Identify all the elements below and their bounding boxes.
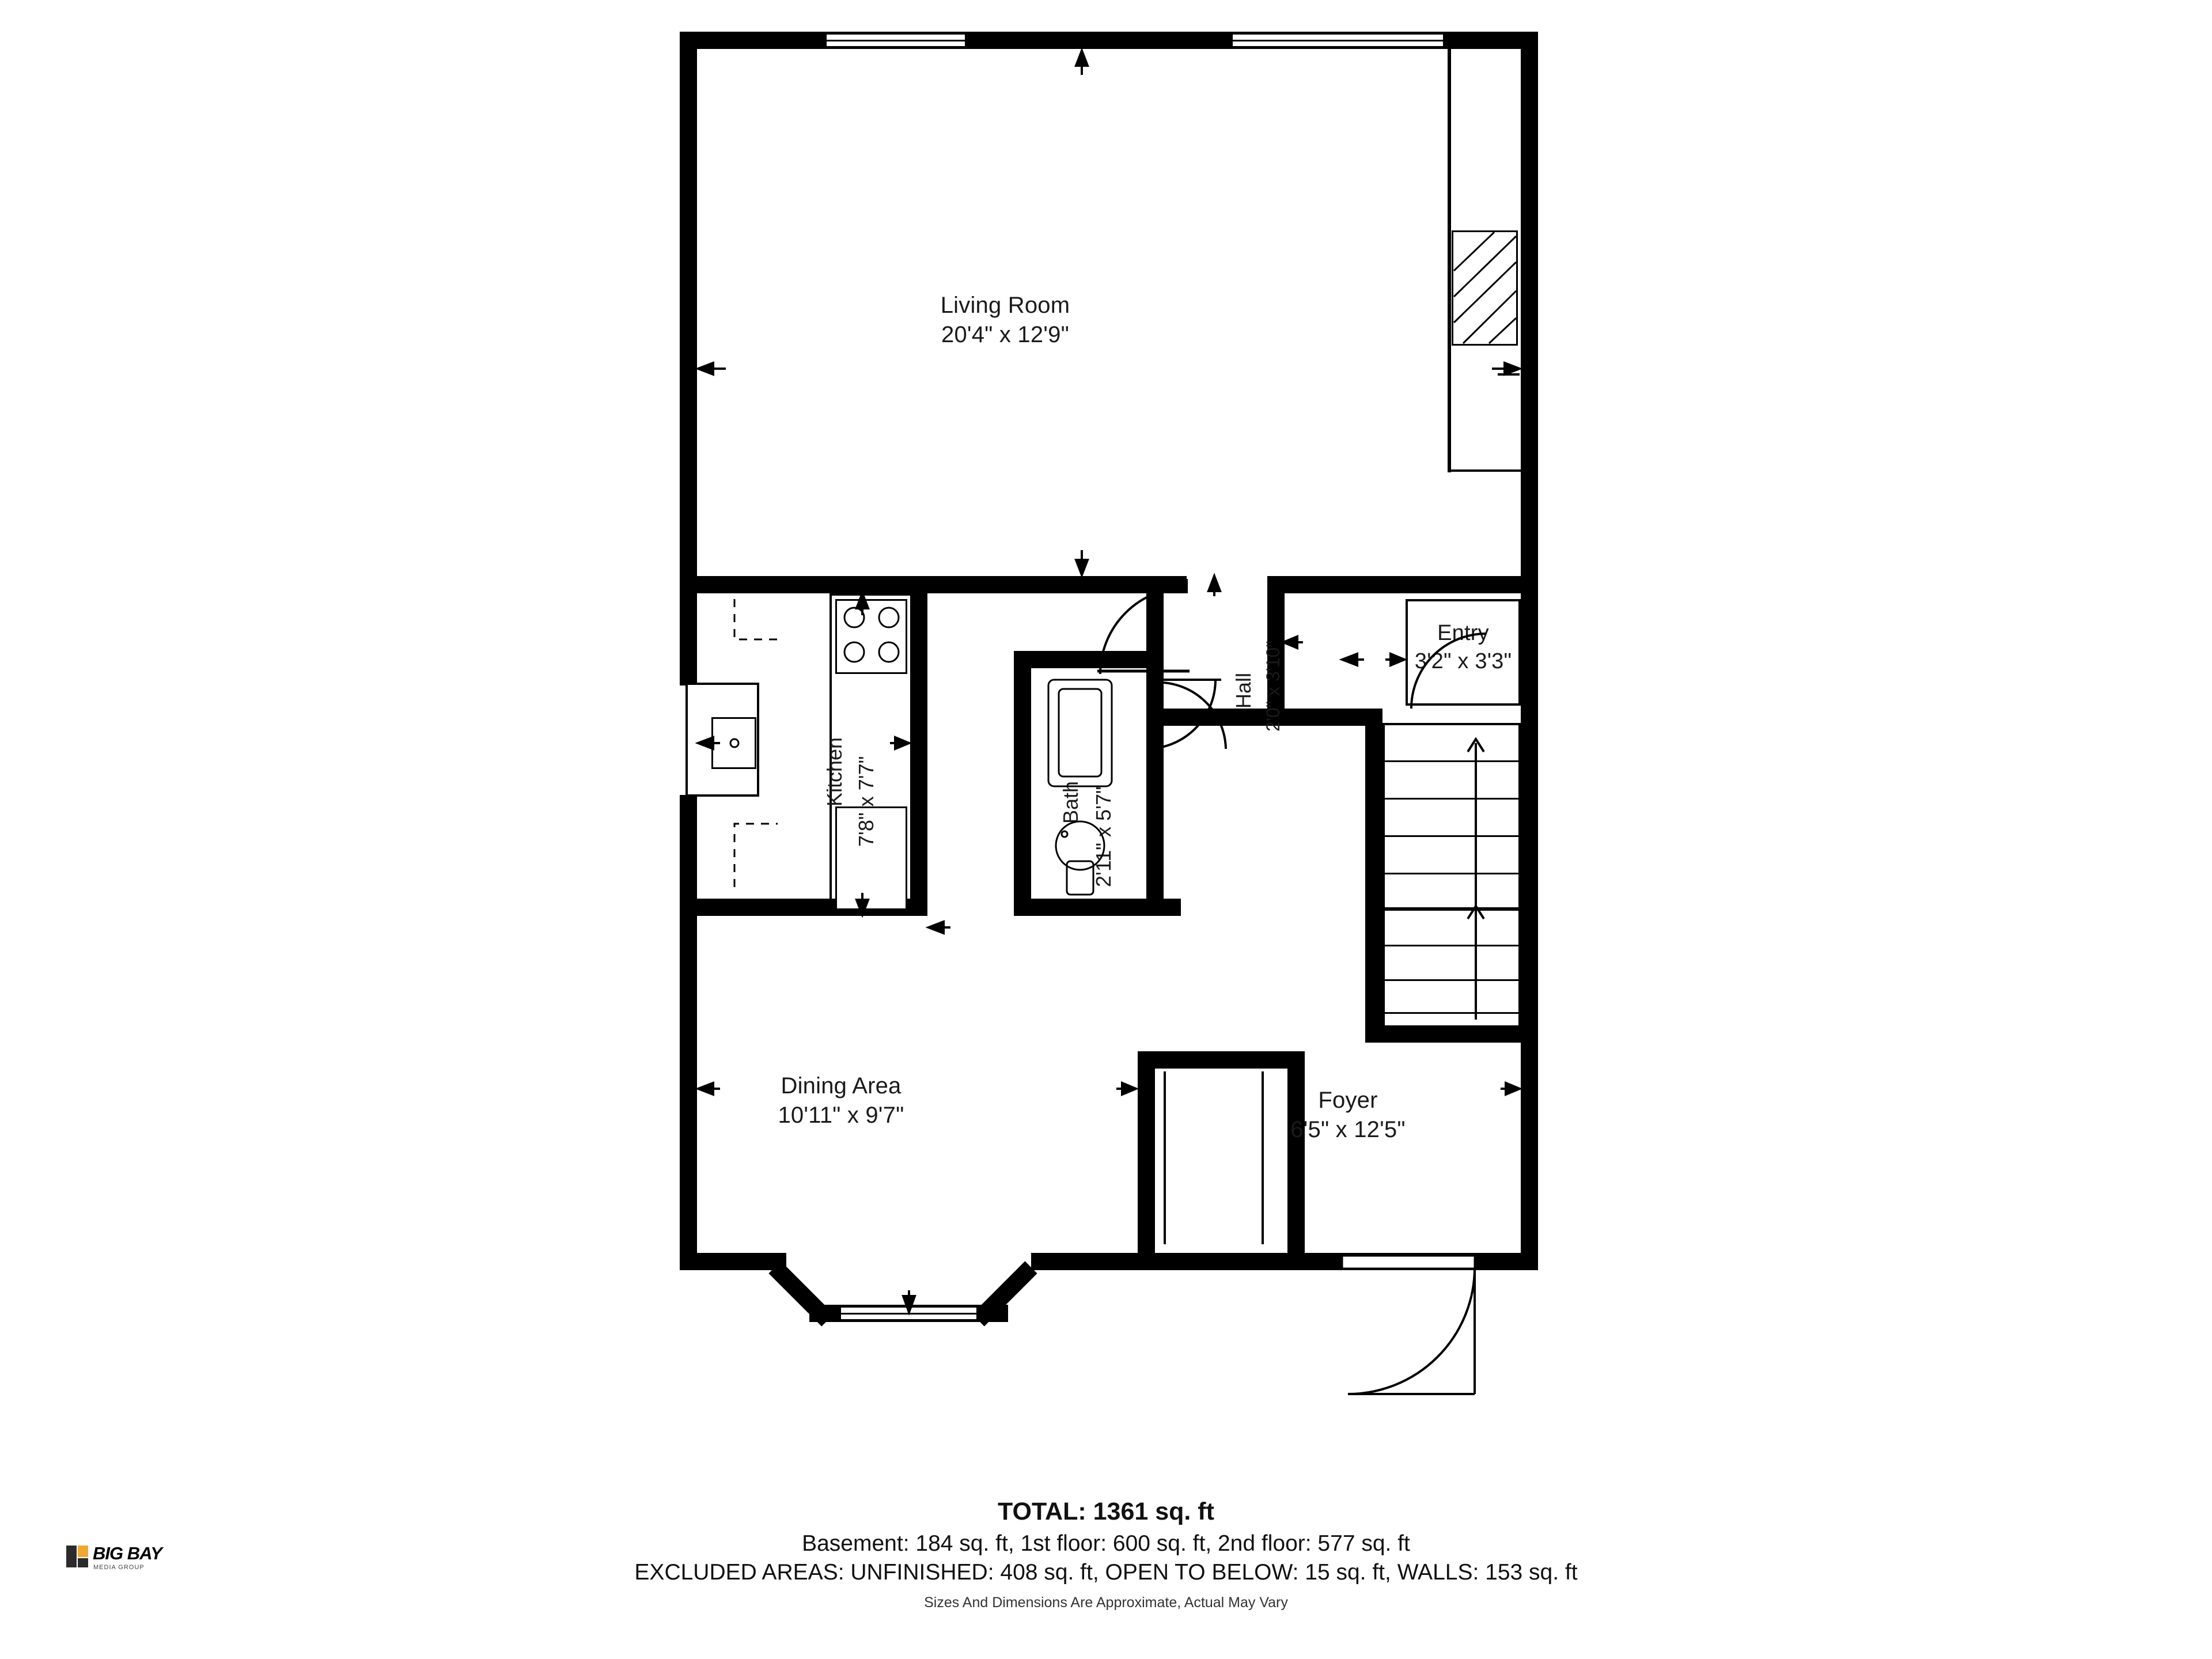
interior-wall-living-bottom-left — [680, 576, 910, 593]
room-label-living-room — [824, 291, 1187, 350]
room-name-kitchen: Kitchen — [823, 737, 846, 806]
stair-step-1 — [1385, 760, 1518, 762]
room-name-dining-area: Dining Area — [781, 1073, 902, 1099]
room-dims-bath: 2'11" x 5'7" — [1092, 786, 1115, 887]
room-dims-living-room: 20'4" x 12'9" — [941, 322, 1069, 348]
room-name-bath: Bath — [1059, 781, 1082, 824]
stair-step-2 — [1385, 798, 1518, 800]
bath-right-wall — [1146, 651, 1164, 916]
room-dims-hall: 2'0" x 3'10" — [1263, 641, 1283, 732]
room-name-hall: Hall — [1232, 672, 1255, 709]
disclaimer-text: Sizes And Dimensions Are Approximate, Actual May Vary — [924, 1594, 1288, 1611]
kitchen-counter-top-edge — [830, 593, 912, 596]
interior-wall-living-bottom-right — [1267, 576, 1538, 593]
stove-outline — [835, 599, 907, 674]
room-dims-foyer: 6'5" x 12'5" — [1290, 1117, 1406, 1143]
summary-footer — [0, 1498, 2212, 1611]
bath-left-wall — [1014, 651, 1031, 916]
room-name-living-room: Living Room — [940, 293, 1070, 318]
foyer-stair-wall — [1365, 723, 1385, 1043]
bath-hall-divider — [1146, 576, 1164, 668]
interior-wall-living-bottom-mid — [910, 576, 1187, 593]
room-dims-kitchen: 7'8" x 7'7" — [854, 756, 878, 847]
room-label-foyer — [1218, 1086, 1478, 1145]
bay-window-line — [841, 1313, 976, 1315]
stair-step-7 — [1385, 1012, 1518, 1014]
room-dims-dining-area: 10'11" x 9'7" — [778, 1103, 904, 1128]
area-breakdown-text: Basement: 184 sq. ft, 1st floor: 600 sq. ft, 2nd floor: 577 sq. ft — [802, 1531, 1410, 1556]
exterior-wall-bottom-left — [680, 1253, 786, 1270]
dining-foyer-wall-right — [1287, 1051, 1305, 1270]
stair-step-5 — [1385, 945, 1518, 946]
bath-top-wall — [1014, 651, 1164, 668]
foyer-stair-wall-bottom — [1365, 1025, 1521, 1043]
brand-logo — [66, 1541, 181, 1577]
logo-mark-icon — [66, 1546, 88, 1567]
stair-step-6 — [1385, 979, 1518, 981]
chimney-hatch-box — [1452, 230, 1518, 346]
window-top-right-line — [1233, 40, 1443, 41]
stair-landing-line — [1385, 907, 1518, 911]
exterior-wall-bottom-right — [1031, 1253, 1538, 1270]
logo-tagline: MEDIA GROUP — [93, 1564, 145, 1571]
stair-well-wall-vertical — [1449, 46, 1451, 472]
total-area-text: TOTAL: 1361 sq. ft — [998, 1498, 1214, 1525]
bath-bottom-wall — [1014, 899, 1181, 916]
stair-step-3 — [1385, 835, 1518, 837]
stair-outline — [1382, 723, 1521, 1040]
stair-well-wall-horizontal — [1449, 469, 1521, 472]
exterior-wall-left-kitchen2 — [680, 795, 697, 910]
room-name-entry: Entry — [1437, 621, 1489, 645]
sink-basin — [711, 717, 756, 769]
kitchen-counter-top — [910, 593, 912, 916]
logo-name: BIG BAY — [93, 1543, 162, 1563]
excluded-areas-text: EXCLUDED AREAS: UNFINISHED: 408 sq. ft, OPEN TO BELOW: 15 sq. ft, WALLS: 153 sq. ft — [634, 1560, 1578, 1585]
kitchen-right-wall — [910, 576, 927, 916]
kitchen-counter-bottom-edge — [830, 914, 912, 916]
dining-foyer-wall — [1138, 1051, 1155, 1270]
room-label-dining-area — [657, 1071, 1025, 1130]
room-name-foyer: Foyer — [1318, 1088, 1378, 1113]
stair-step-4 — [1385, 873, 1518, 874]
exterior-wall-left-upper — [680, 32, 697, 590]
room-label-entry — [1365, 619, 1561, 675]
dining-foyer-wall-top — [1138, 1051, 1305, 1069]
window-top-left-line — [827, 40, 965, 41]
room-dims-entry: 3'2" x 3'3" — [1414, 649, 1512, 673]
closet-door-line-2 — [1164, 1071, 1166, 1244]
